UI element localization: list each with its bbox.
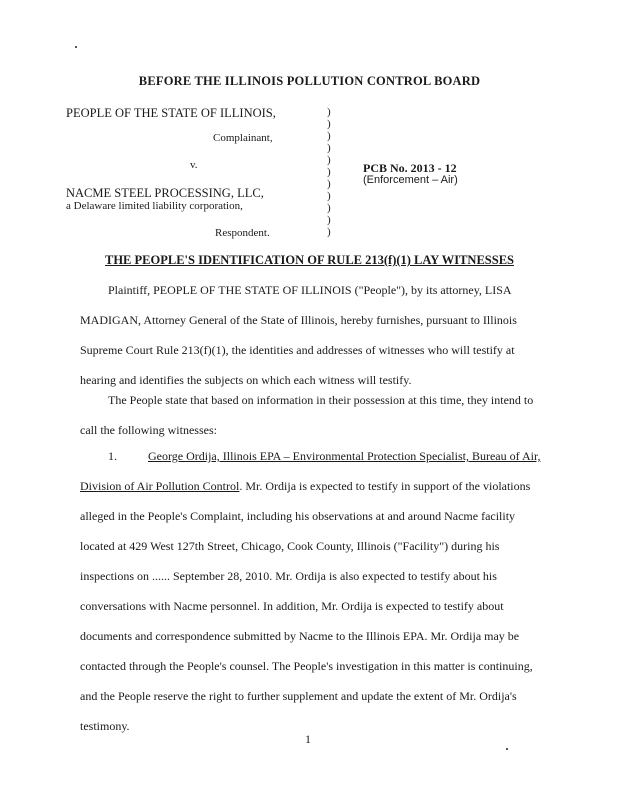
witness-number: 1. xyxy=(108,449,117,463)
text-line: The People state that based on information in their possession at this time, they intend to xyxy=(108,393,534,407)
witness-line xyxy=(80,476,547,496)
witness-name-title: George Ordija, Illinois EPA – Environmental Protection Specialist, Bureau of Air, xyxy=(148,449,541,463)
text-line: Plaintiff, PEOPLE OF THE STATE OF ILLINOIS ("People"), by its attorney, LISA xyxy=(108,283,512,297)
witness-paragraph xyxy=(80,446,547,736)
case-type: (Enforcement – Air) xyxy=(363,174,458,186)
scan-speck xyxy=(506,748,508,750)
text-line: documents and correspondence submitted by Nacme to the Illinois EPA. Mr. Ordija may be xyxy=(80,629,520,643)
caption-respondent-label: Respondent. xyxy=(215,227,270,239)
witness-heading-line xyxy=(80,446,547,466)
case-number: PCB No. 2013 - 12 xyxy=(363,161,457,175)
caption-defendant-description: a Delaware limited liability corporation, xyxy=(66,200,243,212)
text-line: contacted through the People's counsel. The People's investigation in this matter is continuing, xyxy=(80,659,533,673)
caption-versus: v. xyxy=(190,159,198,171)
document-title: THE PEOPLE'S IDENTIFICATION OF RULE 213(f)(1) LAY WITNESSES xyxy=(105,253,514,267)
text-line: located at 429 West 127th Street, Chicago, Cook County, Illinois ("Facility") during his xyxy=(80,539,500,553)
witness-division: Division of Air Pollution Control xyxy=(80,479,240,493)
witness-line-rest: . Mr. Ordija is expected to testify in support of the violations xyxy=(239,479,531,493)
text-line: conversations with Nacme personnel. In addition, Mr. Ordija is expected to testify about xyxy=(80,599,504,613)
court-heading: BEFORE THE ILLINOIS POLLUTION CONTROL BOARD xyxy=(138,74,481,88)
text-line: inspections on ...... September 28, 2010. Mr. Ordija is also expected to testify about his xyxy=(80,569,497,583)
text-line: Supreme Court Rule 213(f)(1), the identities and addresses of witnesses who will testify at xyxy=(80,343,515,357)
text-line: call the following witnesses: xyxy=(80,423,217,437)
caption-plaintiff: PEOPLE OF THE STATE OF ILLINOIS, xyxy=(66,106,276,120)
intro-paragraph xyxy=(80,280,547,390)
caption-bracket: ) ) ) ) ) ) ) ) ) ) ) xyxy=(327,106,331,238)
text-line: hearing and identifies the subjects on which each witness will testify. xyxy=(80,373,412,387)
page-number: 1 xyxy=(305,732,311,746)
text-line: testimony. xyxy=(80,719,130,733)
text-line: MADIGAN, Attorney General of the State of Illinois, hereby furnishes, pursuant to Illinois xyxy=(80,313,517,327)
statement-paragraph xyxy=(80,390,547,440)
caption-complainant-label: Complainant, xyxy=(213,132,273,144)
caption-defendant: NACME STEEL PROCESSING, LLC, xyxy=(66,186,264,200)
scan-speck xyxy=(75,46,77,48)
text-line: and the People reserve the right to further supplement and update the extent of Mr. Ordija's xyxy=(80,689,517,703)
text-line: alleged in the People's Complaint, including his observations at and around Nacme facility xyxy=(80,509,516,523)
